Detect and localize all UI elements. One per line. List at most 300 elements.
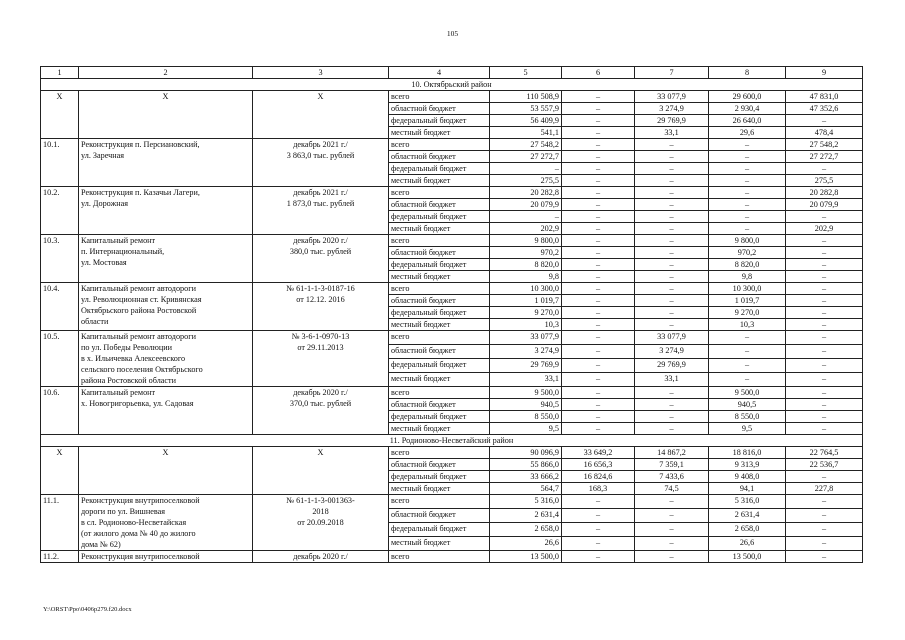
value-cell: 13 500,0 (490, 551, 562, 563)
value-cell: – (635, 235, 709, 247)
value-cell: – (709, 359, 786, 373)
table-row (41, 495, 863, 509)
source-cell: всего (389, 551, 490, 563)
value-cell: 29 769,9 (490, 359, 562, 373)
value-cell: 2 631,4 (709, 509, 786, 523)
item-number: 10.2. (41, 187, 79, 235)
cell-line: х. Новогригорьевка, ул. Садовая (81, 399, 194, 408)
source-cell: областной бюджет (389, 345, 490, 359)
value-cell: – (490, 211, 562, 223)
value-cell: – (635, 411, 709, 423)
value-cell: – (635, 537, 709, 551)
value-cell: – (786, 537, 863, 551)
value-cell: – (786, 331, 863, 345)
value-cell: 202,9 (786, 223, 863, 235)
value-cell: 20 079,9 (490, 199, 562, 211)
value-cell: 20 079,9 (786, 199, 863, 211)
value-cell: 9 500,0 (490, 387, 562, 399)
value-cell: – (786, 471, 863, 483)
value-cell: – (562, 259, 635, 271)
value-cell: – (709, 223, 786, 235)
value-cell: – (635, 223, 709, 235)
table-row (41, 331, 863, 345)
value-cell: – (635, 199, 709, 211)
value-cell: – (562, 509, 635, 523)
cell-line: ул. Дорожная (81, 199, 129, 208)
value-cell: 29 769,9 (635, 359, 709, 373)
value-cell: – (562, 283, 635, 295)
value-cell: 275,5 (786, 175, 863, 187)
value-cell: 8 820,0 (709, 259, 786, 271)
source-cell: областной бюджет (389, 399, 490, 411)
value-cell: 1 019,7 (709, 295, 786, 307)
value-cell: – (635, 295, 709, 307)
value-cell: 74,5 (635, 483, 709, 495)
value-cell: – (786, 295, 863, 307)
value-cell: 9 270,0 (490, 307, 562, 319)
value-cell: 9,8 (490, 271, 562, 283)
value-cell: – (786, 283, 863, 295)
x-cell: Х (41, 91, 79, 139)
value-cell: – (635, 283, 709, 295)
value-cell: 10,3 (709, 319, 786, 331)
source-cell: местный бюджет (389, 423, 490, 435)
project-doc (253, 139, 389, 187)
value-cell: 9 408,0 (709, 471, 786, 483)
column-number: 2 (79, 67, 253, 79)
value-cell: – (786, 163, 863, 175)
value-cell: – (709, 175, 786, 187)
cell-line: № 61-1-1-3-0187-16 (286, 284, 355, 293)
object-name (79, 331, 253, 387)
cell-line: декабрь 2020 г./ (293, 388, 348, 397)
value-cell: 10,3 (490, 319, 562, 331)
file-path-footer: Y:\ORST\Ppo\0406p279.f20.docx (43, 606, 132, 613)
value-cell: – (709, 211, 786, 223)
value-cell: – (786, 495, 863, 509)
value-cell: – (786, 235, 863, 247)
cell-line: дома № 62) (81, 540, 121, 549)
value-cell: – (562, 551, 635, 563)
value-cell: – (635, 151, 709, 163)
value-cell: – (786, 345, 863, 359)
table-row (41, 283, 863, 295)
project-doc (253, 283, 389, 331)
value-cell: 2 930,4 (709, 103, 786, 115)
value-cell: – (635, 551, 709, 563)
source-cell: областной бюджет (389, 509, 490, 523)
source-cell: всего (389, 447, 490, 459)
value-cell: 9 313,9 (709, 459, 786, 471)
value-cell: – (562, 387, 635, 399)
value-cell: – (635, 247, 709, 259)
value-cell: 275,5 (490, 175, 562, 187)
item-number: 10.1. (41, 139, 79, 187)
source-cell: федеральный бюджет (389, 259, 490, 271)
value-cell: – (562, 271, 635, 283)
cell-line: № 3-6-1-0970-13 (291, 332, 350, 341)
value-cell: 110 508,9 (490, 91, 562, 103)
cell-line: Капитальный ремонт автодороги (81, 332, 196, 341)
value-cell: – (786, 319, 863, 331)
project-doc (253, 387, 389, 435)
value-cell: 33,1 (635, 127, 709, 139)
cell-line: 370,0 тыс. рублей (289, 399, 352, 408)
table-row (41, 551, 863, 563)
cell-line: декабрь 2020 г./ (293, 236, 348, 245)
value-cell: – (786, 115, 863, 127)
value-cell: 2 658,0 (490, 523, 562, 537)
value-cell: – (786, 523, 863, 537)
value-cell: 1 019,7 (490, 295, 562, 307)
value-cell: – (786, 411, 863, 423)
value-cell: 2 631,4 (490, 509, 562, 523)
cell-line: Реконструкция внутрипоселковой (81, 496, 200, 505)
cell-line: декабрь 2020 г./ (293, 552, 348, 561)
budget-table (40, 66, 863, 563)
value-cell: – (635, 163, 709, 175)
value-cell: 3 274,9 (490, 345, 562, 359)
value-cell: – (562, 399, 635, 411)
cell-line: декабрь 2021 г./ (293, 188, 348, 197)
value-cell: 10 300,0 (709, 283, 786, 295)
source-cell: федеральный бюджет (389, 307, 490, 319)
column-number: 6 (562, 67, 635, 79)
column-number: 5 (490, 67, 562, 79)
value-cell: 29 769,9 (635, 115, 709, 127)
value-cell: – (786, 359, 863, 373)
value-cell: 26,6 (490, 537, 562, 551)
value-cell: 9 500,0 (709, 387, 786, 399)
value-cell: – (635, 175, 709, 187)
value-cell: – (562, 537, 635, 551)
object-name (79, 283, 253, 331)
value-cell: 27 272,7 (490, 151, 562, 163)
value-cell: – (562, 103, 635, 115)
value-cell: – (709, 163, 786, 175)
source-cell: местный бюджет (389, 537, 490, 551)
value-cell: 20 282,8 (490, 187, 562, 199)
table-row (41, 235, 863, 247)
value-cell: – (562, 139, 635, 151)
value-cell: – (562, 359, 635, 373)
value-cell: 940,5 (490, 399, 562, 411)
value-cell: 20 282,8 (786, 187, 863, 199)
value-cell: – (635, 495, 709, 509)
project-doc (253, 495, 389, 551)
value-cell: 55 866,0 (490, 459, 562, 471)
value-cell: 33,1 (490, 373, 562, 387)
value-cell: – (562, 295, 635, 307)
table-row (41, 139, 863, 151)
value-cell: – (786, 259, 863, 271)
cell-line: 1 873,0 тыс. рублей (286, 199, 355, 208)
source-cell: федеральный бюджет (389, 211, 490, 223)
value-cell: – (786, 373, 863, 387)
cell-line: по ул. Победы Революции (81, 343, 172, 352)
source-cell: всего (389, 235, 490, 247)
section-title: 11. Родионово-Несветайский район (41, 435, 863, 447)
value-cell: – (786, 307, 863, 319)
value-cell: 18 816,0 (709, 447, 786, 459)
value-cell: – (786, 423, 863, 435)
value-cell: – (635, 399, 709, 411)
cell-line: п. Интернациональный, (81, 247, 165, 256)
value-cell: 8 550,0 (709, 411, 786, 423)
x-cell: Х (79, 447, 253, 495)
column-number: 1 (41, 67, 79, 79)
source-cell: всего (389, 283, 490, 295)
section-title: 10. Октябрьский район (41, 79, 863, 91)
value-cell: 9,5 (490, 423, 562, 435)
source-cell: местный бюджет (389, 223, 490, 235)
value-cell: 33 077,9 (490, 331, 562, 345)
cell-line: от 12.12. 2016 (296, 295, 345, 304)
value-cell: 5 316,0 (709, 495, 786, 509)
cell-line: Реконструкция п. Казачьи Лагери, (81, 188, 200, 197)
value-cell: 56 409,9 (490, 115, 562, 127)
value-cell: 7 433,6 (635, 471, 709, 483)
column-number: 4 (389, 67, 490, 79)
value-cell: – (635, 259, 709, 271)
project-doc (253, 551, 389, 563)
value-cell: 9 270,0 (709, 307, 786, 319)
value-cell: – (635, 387, 709, 399)
source-cell: всего (389, 495, 490, 509)
value-cell: – (635, 509, 709, 523)
value-cell: 94,1 (709, 483, 786, 495)
value-cell: 541,1 (490, 127, 562, 139)
object-name (79, 495, 253, 551)
value-cell: 27 548,2 (786, 139, 863, 151)
value-cell: 564,7 (490, 483, 562, 495)
cell-line: ул. Заречная (81, 151, 125, 160)
value-cell: 47 352,6 (786, 103, 863, 115)
table-row (41, 91, 863, 103)
value-cell: 29 600,0 (709, 91, 786, 103)
value-cell: 47 831,0 (786, 91, 863, 103)
cell-line: от 20.09.2018 (297, 518, 344, 527)
value-cell: 33 077,9 (635, 331, 709, 345)
value-cell: 5 316,0 (490, 495, 562, 509)
object-name (79, 139, 253, 187)
value-cell: 168,3 (562, 483, 635, 495)
cell-line: дороги по ул. Вишневая (81, 507, 165, 516)
value-cell: 9 800,0 (709, 235, 786, 247)
cell-line: 380,0 тыс. рублей (289, 247, 352, 256)
cell-line: 2018 (312, 507, 329, 516)
item-number: 10.6. (41, 387, 79, 435)
value-cell: – (562, 211, 635, 223)
cell-line: (от жилого дома № 40 до жилого (81, 529, 196, 538)
value-cell: – (562, 223, 635, 235)
value-cell: 2 658,0 (709, 523, 786, 537)
value-cell: – (562, 163, 635, 175)
cell-line: области (81, 317, 109, 326)
x-cell: Х (41, 447, 79, 495)
value-cell: 26,6 (709, 537, 786, 551)
value-cell: – (562, 331, 635, 345)
x-cell: Х (253, 447, 389, 495)
source-cell: федеральный бюджет (389, 411, 490, 423)
value-cell: 970,2 (709, 247, 786, 259)
cell-line: ул. Революционная ст. Кривянская (81, 295, 202, 304)
source-cell: федеральный бюджет (389, 359, 490, 373)
value-cell: – (562, 319, 635, 331)
value-cell: – (635, 307, 709, 319)
value-cell: 227,8 (786, 483, 863, 495)
source-cell: всего (389, 187, 490, 199)
value-cell: – (562, 235, 635, 247)
value-cell: 940,5 (709, 399, 786, 411)
value-cell: 7 359,1 (635, 459, 709, 471)
value-cell: – (562, 495, 635, 509)
source-cell: местный бюджет (389, 373, 490, 387)
value-cell: – (562, 373, 635, 387)
value-cell: – (562, 187, 635, 199)
cell-line: от 29.11.2013 (297, 343, 344, 352)
source-cell: местный бюджет (389, 271, 490, 283)
value-cell: 202,9 (490, 223, 562, 235)
project-doc (253, 187, 389, 235)
source-cell: областной бюджет (389, 459, 490, 471)
x-cell: Х (79, 91, 253, 139)
value-cell: 22 764,5 (786, 447, 863, 459)
value-cell: – (562, 411, 635, 423)
value-cell: – (786, 247, 863, 259)
source-cell: областной бюджет (389, 103, 490, 115)
page-number: 105 (446, 29, 459, 38)
project-doc (253, 331, 389, 387)
value-cell: – (786, 509, 863, 523)
item-number: 10.4. (41, 283, 79, 331)
source-cell: всего (389, 331, 490, 345)
section-header-row (41, 435, 863, 447)
x-cell: Х (253, 91, 389, 139)
cell-line: Капитальный ремонт автодороги (81, 284, 196, 293)
value-cell: – (709, 199, 786, 211)
column-number: 8 (709, 67, 786, 79)
object-name (79, 387, 253, 435)
source-cell: всего (389, 139, 490, 151)
value-cell: – (562, 423, 635, 435)
value-cell: – (562, 345, 635, 359)
object-name (79, 551, 253, 563)
column-number: 7 (635, 67, 709, 79)
value-cell: – (786, 399, 863, 411)
value-cell: 33 649,2 (562, 447, 635, 459)
value-cell: 13 500,0 (709, 551, 786, 563)
value-cell: – (635, 211, 709, 223)
source-cell: всего (389, 387, 490, 399)
value-cell: 478,4 (786, 127, 863, 139)
source-cell: федеральный бюджет (389, 471, 490, 483)
item-number: 10.3. (41, 235, 79, 283)
table-row (41, 447, 863, 459)
project-doc (253, 235, 389, 283)
value-cell: – (709, 373, 786, 387)
value-cell: – (709, 151, 786, 163)
value-cell: 27 272,7 (786, 151, 863, 163)
value-cell: – (562, 151, 635, 163)
source-cell: местный бюджет (389, 175, 490, 187)
cell-line: ул. Мостовая (81, 258, 127, 267)
source-cell: федеральный бюджет (389, 115, 490, 127)
cell-line: района Ростовской области (81, 376, 177, 385)
value-cell: 26 640,0 (709, 115, 786, 127)
source-cell: федеральный бюджет (389, 163, 490, 175)
value-cell: – (490, 163, 562, 175)
value-cell: 33 666,2 (490, 471, 562, 483)
value-cell: 16 824,6 (562, 471, 635, 483)
value-cell: – (562, 127, 635, 139)
value-cell: 22 536,7 (786, 459, 863, 471)
source-cell: областной бюджет (389, 151, 490, 163)
value-cell: 3 274,9 (635, 345, 709, 359)
value-cell: 29,6 (709, 127, 786, 139)
value-cell: 8 820,0 (490, 259, 562, 271)
column-number: 9 (786, 67, 863, 79)
value-cell: – (635, 139, 709, 151)
value-cell: – (635, 423, 709, 435)
cell-line: Капитальный ремонт (81, 236, 156, 245)
item-number: 10.5. (41, 331, 79, 387)
value-cell: – (709, 331, 786, 345)
source-cell: областной бюджет (389, 295, 490, 307)
value-cell: – (562, 247, 635, 259)
column-number: 3 (253, 67, 389, 79)
column-number-row (41, 67, 863, 79)
value-cell: – (709, 345, 786, 359)
cell-line: сельского поселения Октябрьского (81, 365, 203, 374)
table-row (41, 187, 863, 199)
value-cell: – (635, 271, 709, 283)
value-cell: 27 548,2 (490, 139, 562, 151)
value-cell: – (562, 175, 635, 187)
value-cell: 3 274,9 (635, 103, 709, 115)
value-cell: 33,1 (635, 373, 709, 387)
value-cell: 53 557,9 (490, 103, 562, 115)
value-cell: 90 096,9 (490, 447, 562, 459)
value-cell: – (562, 199, 635, 211)
value-cell: – (562, 115, 635, 127)
value-cell: – (709, 139, 786, 151)
value-cell: – (786, 211, 863, 223)
value-cell: 970,2 (490, 247, 562, 259)
source-cell: областной бюджет (389, 247, 490, 259)
object-name (79, 235, 253, 283)
source-cell: всего (389, 91, 490, 103)
object-name (79, 187, 253, 235)
cell-line: Реконструкция п. Персиановский, (81, 140, 200, 149)
value-cell: 33 077,9 (635, 91, 709, 103)
value-cell: – (562, 91, 635, 103)
value-cell: 8 550,0 (490, 411, 562, 423)
value-cell: – (635, 319, 709, 331)
value-cell: 14 867,2 (635, 447, 709, 459)
value-cell: 10 300,0 (490, 283, 562, 295)
cell-line: Реконструкция внутрипоселковой (81, 552, 200, 561)
value-cell: – (786, 551, 863, 563)
cell-line: в сл. Родионово-Несветайская (81, 518, 187, 527)
value-cell: 9 800,0 (490, 235, 562, 247)
value-cell: – (562, 523, 635, 537)
cell-line: Октябрьского района Ростовской (81, 306, 197, 315)
source-cell: федеральный бюджет (389, 523, 490, 537)
value-cell: – (786, 387, 863, 399)
cell-line: Капитальный ремонт (81, 388, 156, 397)
value-cell: 9,5 (709, 423, 786, 435)
